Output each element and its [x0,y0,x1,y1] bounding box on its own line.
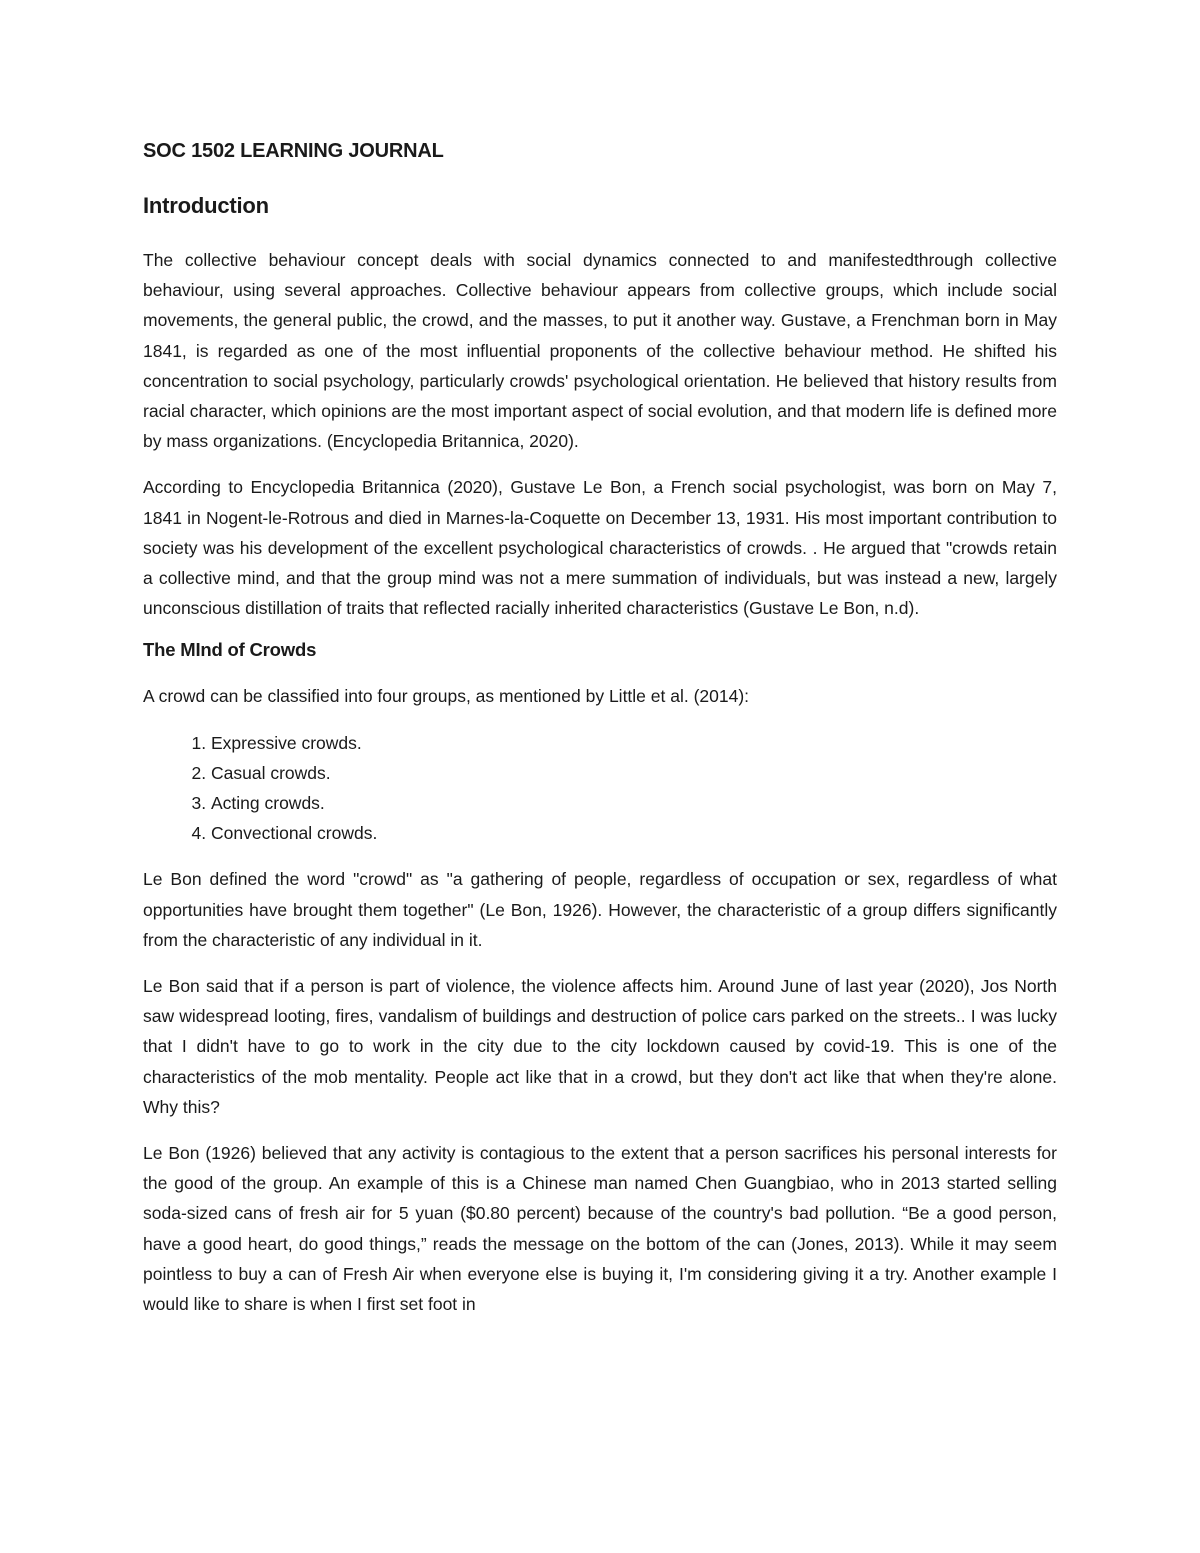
list-item: 1. Expressive crowds. [211,728,1057,758]
crowd-paragraph-2: Le Bon said that if a person is part of violence, the violence affects him. Around June of last year (2020), Jos North saw widespread looting, fires, vandalism of buildings and destruction of police cars parked on the streets.. I was lucky that I didn't have to go to work in the city due to the city lockdown caused by covid-19. This is one of the characteristics of the mob mentality. People act like that in a crowd, but they don't act like that when they're alone. Why this? [143,976,1057,1117]
mind-of-crowds-heading: The MInd of Crowds [143,639,317,661]
crowd-paragraph-3: Le Bon (1926) believed that any activity is contagious to the extent that a person sacrifices his personal interests for the good of the group. An example of this is a Chinese man named Chen Guangbiao, who in 2013 started selling soda-sized cans of fresh air for 5 yuan ($0.80 percent) because of the country's bad pollution. “Be a good person, have a good heart, do good things,” reads the message on the bottom of the can (Jones, 2013). While it may seem pointless to buy a can of Fresh Air when everyone else is buying it, I'm considering giving it a try. Another example I would like to share is when I first set foot in [143,1143,1057,1315]
crowd-classification-intro: A crowd can be classified into four groups, as mentioned by Little et al. (2014): [143,686,750,707]
list-item: 4. Convectional crowds. [211,818,1057,848]
list-item: 3. Acting crowds. [211,788,1057,818]
intro-paragraph-1: The collective behaviour concept deals with social dynamics connected to and manifestedthrough collective behaviour, using several approaches. Collective behaviour appears from collective groups, which include social movements, the general public, the crowd, and the masses, to put it another way. Gustave, a Frenchman born in May 1841, is regarded as one of the most influential proponents of the collective behaviour method. He shifted his concentration to social psychology, particularly crowds' psychological orientation. He believed that history results from racial character, which opinions are the most important aspect of social evolution, and that modern life is defined more by mass organizations. (Encyclopedia Britannica, 2020). [143,250,1057,452]
crowd-paragraph-1: Le Bon defined the word "crowd" as "a gathering of people, regardless of occupation or sex, regardless of what opportunities have brought them together" (Le Bon, 1926). However, the characteristic of a group differs significantly from the characteristic of any individual in it. [143,869,1057,950]
crowd-types-list [143,728,1057,849]
list-item: 2. Casual crowds. [211,758,1057,788]
intro-paragraph-2: According to Encyclopedia Britannica (2020), Gustave Le Bon, a French social psychologist, was born on May 7, 1841 in Nogent-le-Rotrous and died in Marnes-la-Coquette on December 13, 1931. His most important contribution to society was his development of the excellent psychological characteristics of crowds. . He argued that "crowds retain a collective mind, and that the group mind was not a mere summation of individuals, but was instead a new, largely unconscious distillation of traits that reflected racially inherited characteristics (Gustave Le Bon, n.d). [143,477,1057,619]
document-title: SOC 1502 LEARNING JOURNAL [143,140,444,162]
document-page [143,140,1057,1335]
introduction-heading: Introduction [143,193,269,218]
